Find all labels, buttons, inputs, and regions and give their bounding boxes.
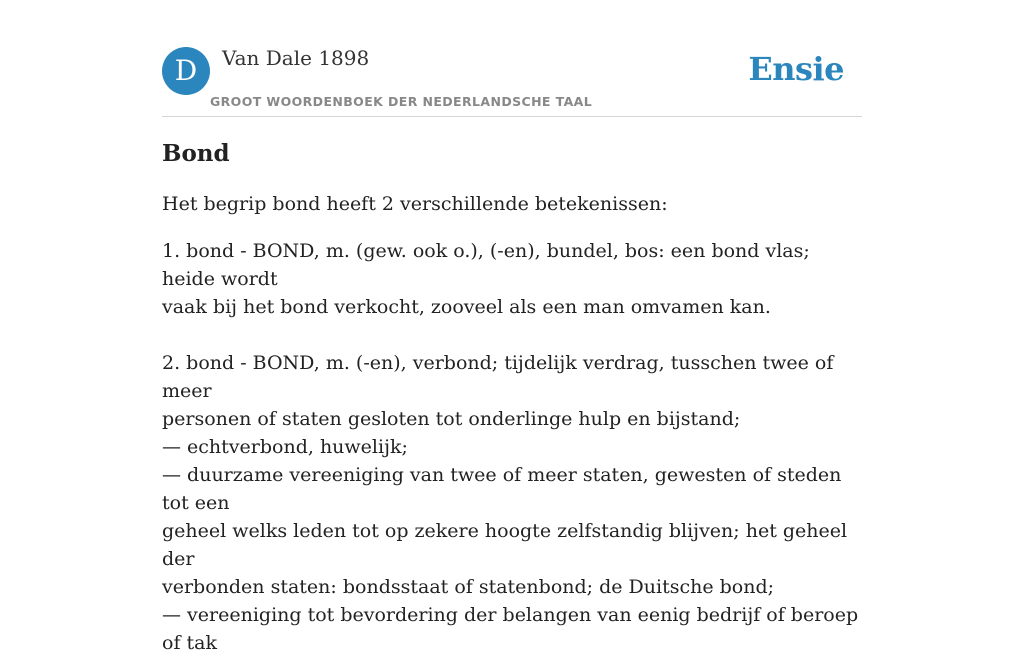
dictionary-title[interactable]: Van Dale 1898: [222, 46, 370, 70]
definition-line: 2. bond - BOND, m. (-en), verbond; tijdelijk verdrag, tusschen twee of meer: [162, 352, 834, 402]
definition-line: — duurzame vereeniging van twee of meer staten, gewesten of steden tot een: [162, 464, 842, 514]
definition-spacer: [162, 321, 862, 349]
definition-line: — echtverbond, huwelijk;: [162, 436, 408, 458]
definition-line: personen of staten gesloten tot onderlinge hulp en bijstand;: [162, 408, 741, 430]
definition-line: — vereeniging tot bevordering der belangen van eenig bedrijf of beroep of tak: [162, 604, 859, 654]
definition-1: [162, 237, 862, 657]
entry-intro: Het begrip bond heeft 2 verschillende betekenissen:: [162, 193, 668, 215]
definition-line: 1. bond - BOND, m. (gew. ook o.), (-en), bundel, bos: een bond vlas; heide wordt: [162, 240, 810, 290]
brand-logo[interactable]: Ensie: [748, 50, 844, 88]
dictionary-logo[interactable]: D: [162, 47, 210, 95]
dictionary-subtitle: GROOT WOORDENBOEK DER NEDERLANDSCHE TAAL: [210, 94, 593, 109]
site-header: [162, 40, 862, 117]
definition-line: verbonden staten: bondsstaat of statenbond; de Duitsche bond;: [162, 576, 775, 598]
entry-content: [162, 138, 862, 657]
definition-line: vaak bij het bond verkocht, zooveel als een man omvamen kan.: [162, 296, 771, 318]
entry-term: Bond: [162, 140, 230, 167]
definition-line: geheel welks leden tot op zekere hoogte zelfstandig blijven; het geheel der: [162, 520, 848, 570]
